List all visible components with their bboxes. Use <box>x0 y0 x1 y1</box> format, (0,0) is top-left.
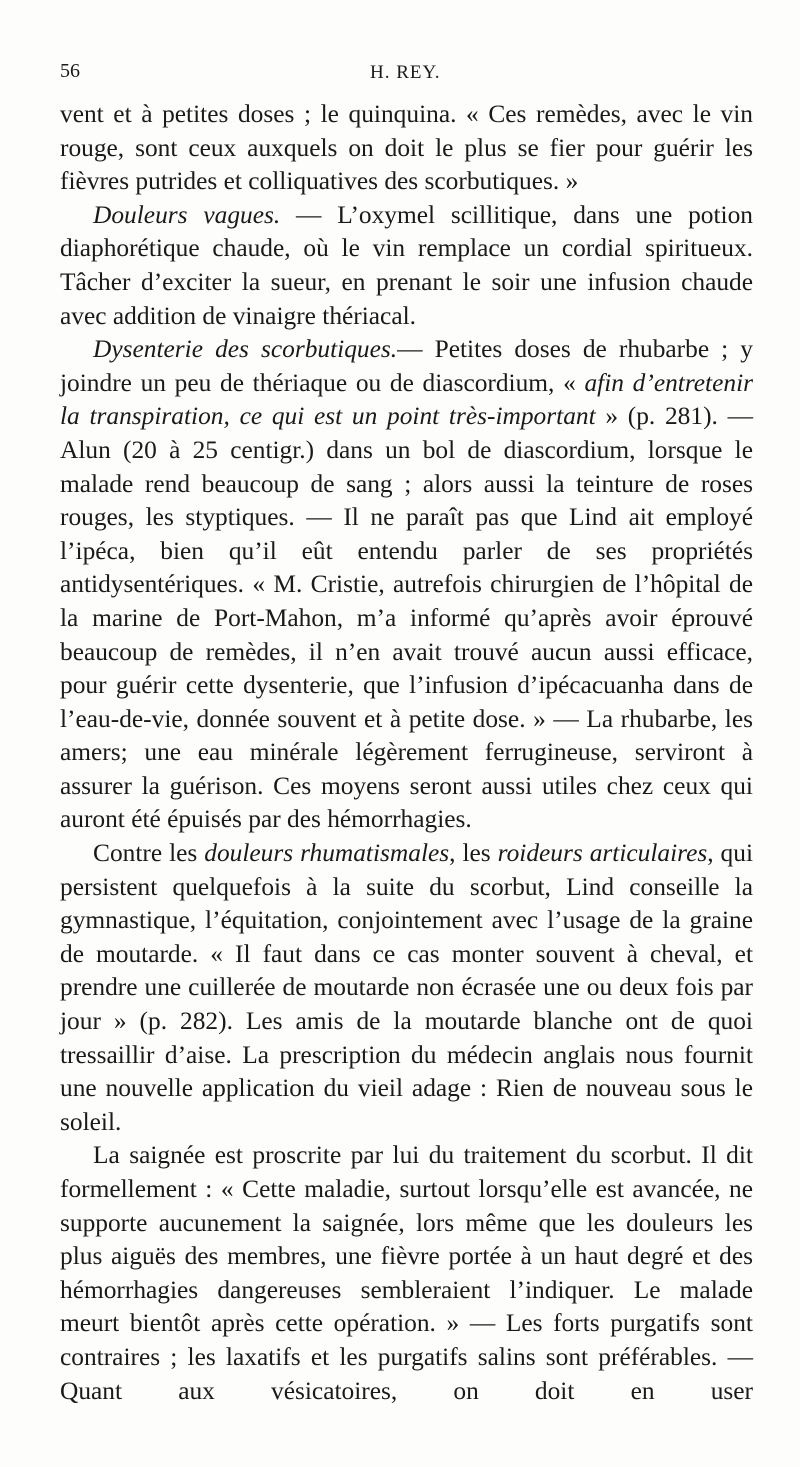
running-head: H. REY. <box>370 62 441 83</box>
body-text <box>60 98 753 1408</box>
italic-term: douleurs rhumatismales <box>204 839 450 868</box>
italic-quote: afin d’entretenir la transpiration, ce qui est un point très-important <box>60 368 754 431</box>
paragraph-text: vent et à petites doses ; le quinquina. « Ces remèdes, avec le vin rouge, sont ceux auxquels on doit le plus se fier pour guérir les fièvres putrides et colliquatives des scorbutiques. » <box>60 100 753 196</box>
paragraph-text: , les <box>449 839 498 868</box>
paragraph-rheumatic-pains <box>60 837 753 1139</box>
paragraph-text: Contre les <box>93 839 205 868</box>
section-heading-italic: Dysenterie des scorbutiques. <box>93 335 398 364</box>
paragraph-fevers <box>60 98 753 199</box>
section-heading-italic: Douleurs vagues. <box>93 200 281 229</box>
page-number: 56 <box>60 60 80 82</box>
paragraph-text: La saignée est proscrite par lui du traitement du scorbut. Il dit formellement : « Cette maladie, surtout lorsqu’elle est avancée, ne supporte aucunement la saignée, lors même que les douleurs les plus aiguës des membres, une fièvre portée à un haut degré et des hémorrhagies dangereuses sembleraient l’indiquer. Le malade meurt bientôt après cette opération. » — Les forts purgatifs sont contraires ; les laxatifs et les purgatifs salins sont préférables. — Quant aux vésicatoires, on doit en user <box>60 1141 753 1405</box>
paragraph-bloodletting <box>60 1139 753 1408</box>
paragraph-text: » (p. 281). — Alun (20 à 25 centigr.) dans un bol de diascordium, lorsque le malade rend beaucoup de sang ; alors aussi la teinture de roses rouges, les styptiques. — Il ne paraît pas que Lind ait employé l’ipéca, bien qu’il eût entendu parler de ses propriétés antidysentériques. « M. Cristie, autrefois chirurgien de l’hôpital de la marine de Port-Mahon, m’a informé qu’après avoir éprouvé beaucoup de remèdes, il n’en avait trouvé aucun aussi efficace, pour guérir cette dysenterie, que l’infusion d’ipécacuanha dans de l’eau-de-vie, donnée souvent et à petite dose. » — La rhubarbe, les amers; une eau minérale légèrement ferrugineuse, serviront à assurer la guérison. Ces moyens seront aussi utiles chez ceux qui auront été épuisés par des hémorrhagies. <box>60 402 753 834</box>
paragraph-dysentery <box>60 333 753 837</box>
paragraph-text: , qui persistent quelquefois à la suite du scorbut, Lind conseille la gymnastique, l’équitation, conjointement avec l’usage de la graine de moutarde. « Il faut dans ce cas monter souvent à cheval, et prendre une cuillerée de moutarde non écrasée une ou deux fois par jour » (p. 282). Les amis de la moutarde blanche ont de quoi tressaillir d’aise. La prescription du médecin anglais nous fournit une nouvelle application du vieil adage : Rien de nouveau sous le soleil. <box>60 839 753 1136</box>
paragraph-text: — L’oxymel scillitique, dans une potion diaphorétique chaude, où le vin remplace un cordial spiritueux. Tâcher d’exciter la sueur, en prenant le soir une infusion chaude avec addition de vinaigre thériacal. <box>60 200 753 330</box>
paragraph-text: — Petites doses de rhubarbe ; y joindre un peu de thériaque ou de diascordium, « <box>60 335 753 397</box>
page-header <box>60 60 760 90</box>
paragraph-vague-pains <box>60 199 753 333</box>
italic-term: roideurs articulaires <box>497 839 708 868</box>
